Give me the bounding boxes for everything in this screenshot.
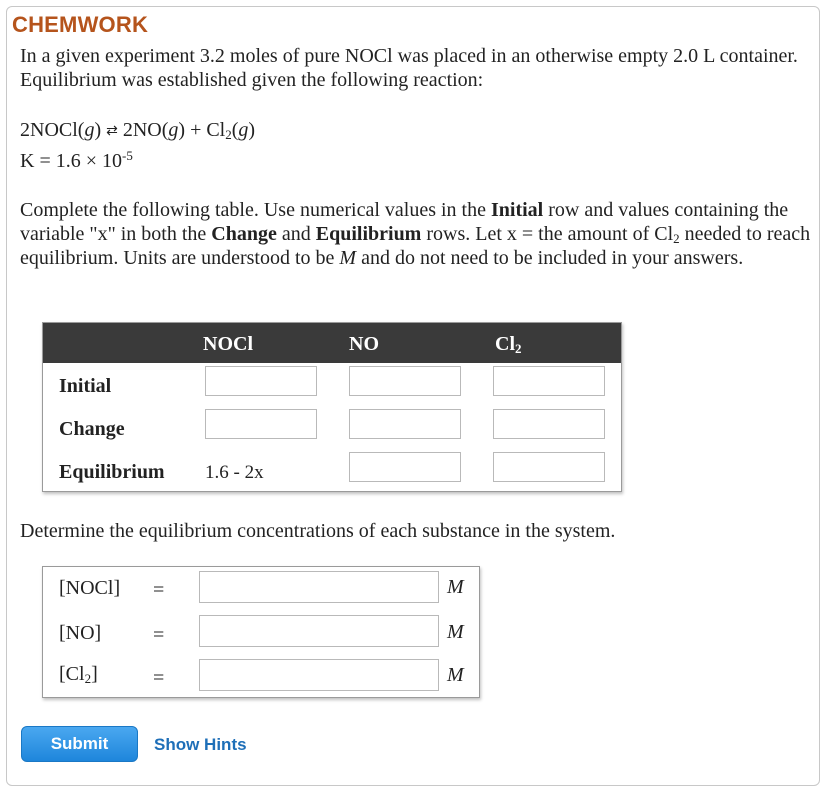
initial-nocl-input[interactable]	[205, 366, 317, 396]
conc-unit-no: M	[447, 621, 464, 643]
determine-prompt: Determine the equilibrium concentrations of each substance in the system.	[20, 520, 616, 542]
table-instructions: Complete the following table. Use numerical values in the Initial row and values containing the variable "x" in both the Change and Equilibrium rows. Let x = the amount of $Cl_2$ needed to reach equilibrium. Units are understood to be M and do not need to be included in your answers.	[20, 199, 811, 269]
submit-button[interactable]: Submit	[21, 726, 138, 762]
conc-equals-no: =	[153, 624, 165, 646]
initial-cl2-input[interactable]	[493, 366, 605, 396]
col-header-cl2: $Cl_2$	[495, 333, 522, 356]
conc-label-no: [NO]	[59, 622, 102, 644]
conc-label-cl2: $[Cl_2]$	[59, 663, 98, 686]
equilibrium-arrow-icon: ⇄	[106, 124, 118, 139]
change-cl2-input[interactable]	[493, 409, 605, 439]
row-label-equilibrium: Equilibrium	[59, 461, 165, 483]
conc-label-nocl: [NOCl]	[59, 577, 121, 599]
equilibrium-nocl-value: 1.6 - 2x	[205, 462, 264, 483]
conc-no-input[interactable]	[199, 615, 439, 647]
conc-equals-cl2: =	[153, 667, 165, 689]
ice-table-header	[43, 323, 621, 363]
change-nocl-input[interactable]	[205, 409, 317, 439]
conc-unit-nocl: M	[447, 576, 464, 598]
equilibrium-no-input[interactable]	[349, 452, 461, 482]
brand-title: CHEMWORK	[12, 12, 149, 37]
reaction-equation: 2NOCl(g) ⇄ $2NO(g) + Cl_2(g)$	[20, 119, 256, 142]
conc-unit-cl2: M	[447, 664, 464, 686]
equilibrium-constant: $K = 1.6 \times 10^{-5}$	[20, 148, 133, 172]
conc-equals-nocl: =	[153, 579, 165, 601]
row-label-change: Change	[59, 418, 125, 440]
equilibrium-cl2-input[interactable]	[493, 452, 605, 482]
conc-nocl-input[interactable]	[199, 571, 439, 603]
show-hints-link[interactable]: Show Hints	[154, 735, 247, 754]
ice-table	[42, 322, 622, 492]
conc-cl2-input[interactable]	[199, 659, 439, 691]
concentration-panel	[42, 566, 480, 698]
initial-no-input[interactable]	[349, 366, 461, 396]
col-header-no: NO	[349, 333, 379, 355]
col-header-nocl: NOCl	[203, 333, 253, 355]
row-label-initial: Initial	[59, 375, 112, 397]
change-no-input[interactable]	[349, 409, 461, 439]
problem-intro: In a given experiment 3.2 moles of pure NOCl was placed in an otherwise empty 2.0 L container. Equilibrium was established given the following reaction:	[20, 45, 798, 91]
